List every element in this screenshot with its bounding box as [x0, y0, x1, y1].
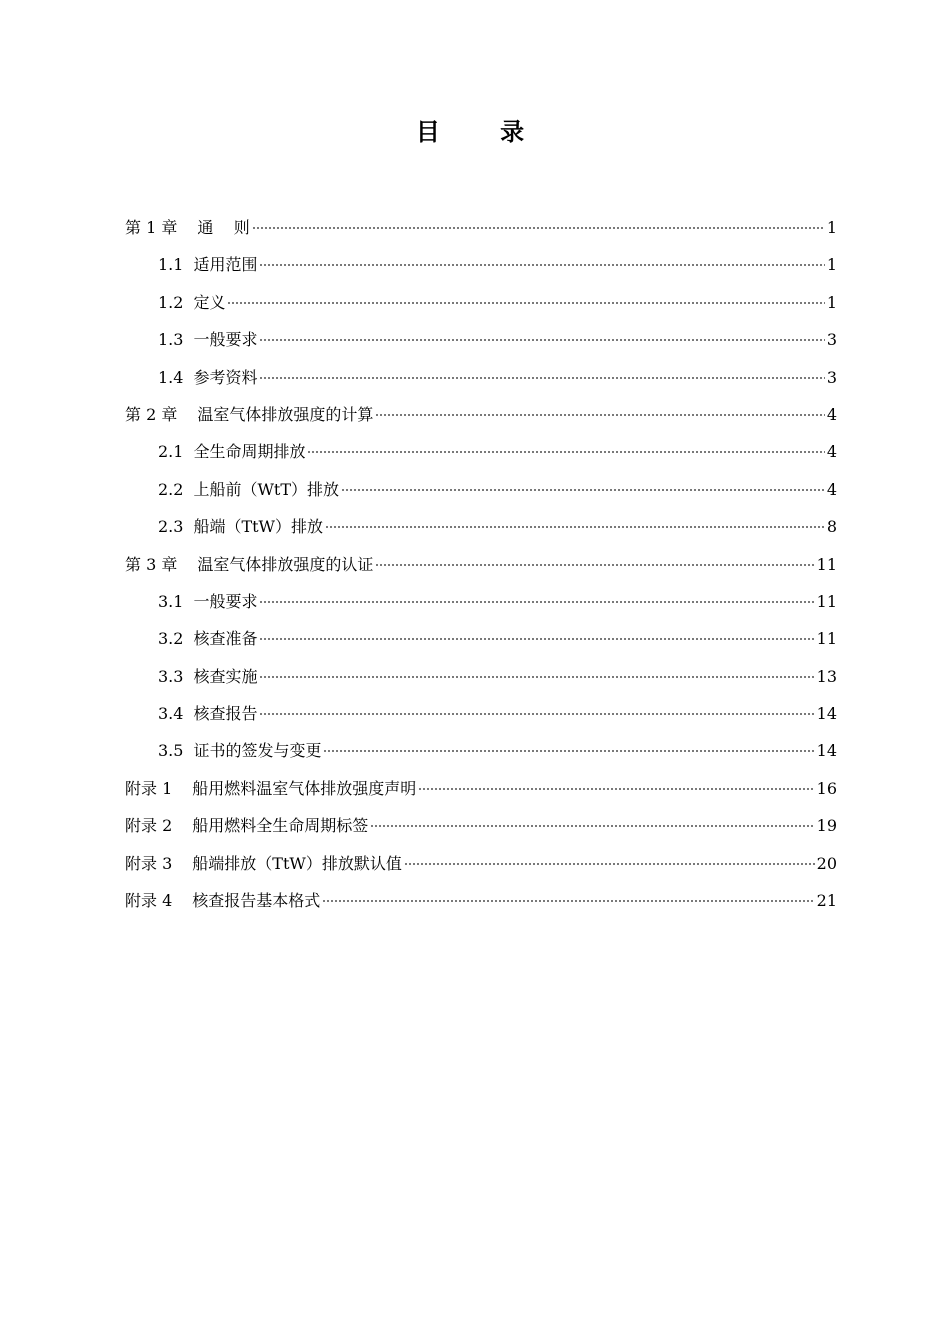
toc-entry-number: 3.3: [158, 666, 184, 686]
toc-page-number: 11: [816, 591, 837, 611]
toc-entry-title: 参考资料: [193, 367, 258, 387]
toc-entry-title: 船用燃料全生命周期标签: [192, 816, 369, 836]
toc-chapter-entry[interactable]: [125, 770, 837, 807]
toc-dot-leader: [375, 414, 824, 416]
toc-page-number: 3: [826, 367, 837, 387]
toc-chapter-entry[interactable]: [125, 209, 837, 246]
toc-entry-title: 适用范围: [193, 255, 258, 275]
toc-entry-title: 核查报告: [193, 704, 258, 724]
toc-entry-title: 船端排放（TtW）排放默认值: [192, 853, 402, 873]
toc-entry-title: 一般要求: [193, 591, 258, 611]
toc-dot-leader: [418, 788, 814, 790]
toc-dot-leader: [404, 863, 815, 865]
toc-entry-number: 1.1: [158, 255, 184, 275]
toc-dot-leader: [375, 564, 814, 566]
toc-dot-leader: [252, 227, 825, 229]
toc-entry-title: 船端（TtW）排放: [193, 517, 324, 537]
toc-section-entry[interactable]: [125, 620, 837, 657]
toc-chapter-entry[interactable]: [125, 882, 837, 919]
toc-entry-title: 温室气体排放强度的计算: [197, 404, 374, 424]
toc-page-number: 13: [816, 666, 837, 686]
toc-page-number: 8: [826, 517, 837, 537]
toc-entry-title: 船用燃料温室气体排放强度声明: [192, 778, 417, 798]
toc-entry-number: 附录 3: [125, 853, 173, 873]
toc-entry-title: 核查实施: [193, 666, 258, 686]
toc-dot-leader: [322, 900, 814, 902]
toc-entry-title: 核查准备: [193, 629, 258, 649]
toc-page-number: 21: [816, 891, 837, 911]
toc-dot-leader: [259, 676, 814, 678]
toc-dot-leader: [325, 526, 825, 528]
toc-dot-leader: [259, 638, 814, 640]
page-title: 目 录: [415, 117, 551, 146]
toc-page-number: 1: [826, 255, 837, 275]
toc-chapter-entry[interactable]: [125, 845, 837, 882]
toc-section-entry[interactable]: [125, 583, 837, 620]
toc-entry-title: 证书的签发与变更: [193, 741, 322, 761]
toc-section-entry[interactable]: [125, 695, 837, 732]
toc-dot-leader: [227, 302, 824, 304]
toc-entry-title: 上船前（WtT）排放: [193, 479, 340, 499]
toc-page-number: 14: [816, 704, 837, 724]
toc-section-entry[interactable]: [125, 508, 837, 545]
toc-section-entry[interactable]: [125, 321, 837, 358]
toc-entry-number: 2.2: [158, 479, 184, 499]
toc-entry-title: 一般要求: [193, 330, 258, 350]
toc-entry-number: 3.5: [158, 741, 184, 761]
toc-section-entry[interactable]: [125, 658, 837, 695]
toc-chapter-entry[interactable]: [125, 396, 837, 433]
toc-entry-number: 3.1: [158, 591, 184, 611]
toc-section-entry[interactable]: [125, 433, 837, 470]
toc-dot-leader: [259, 339, 824, 341]
toc-page-number: 4: [826, 442, 837, 462]
toc-entry-number: 2.1: [158, 442, 184, 462]
toc-dot-leader: [259, 377, 824, 379]
toc-entry-title: 温室气体排放强度的认证: [197, 554, 374, 574]
toc-dot-leader: [341, 489, 825, 491]
toc-page-number: 3: [826, 330, 837, 350]
toc-entry-number: 1.4: [158, 367, 184, 387]
table-of-contents: [125, 209, 837, 919]
toc-page-number: 4: [826, 404, 837, 424]
toc-page-number: 11: [816, 554, 837, 574]
toc-page-number: 19: [816, 816, 837, 836]
toc-entry-number: 3.4: [158, 704, 184, 724]
toc-section-entry[interactable]: [125, 732, 837, 769]
toc-page-number: 4: [826, 479, 837, 499]
toc-section-entry[interactable]: [125, 246, 837, 283]
toc-dot-leader: [259, 601, 814, 603]
toc-entry-title: 全生命周期排放: [193, 442, 306, 462]
toc-entry-number: 附录 4: [125, 891, 173, 911]
toc-section-entry[interactable]: [125, 471, 837, 508]
toc-entry-number: 1.3: [158, 330, 184, 350]
toc-page-number: 1: [826, 292, 837, 312]
toc-page-number: 11: [816, 629, 837, 649]
toc-entry-number: 3.2: [158, 629, 184, 649]
toc-section-entry[interactable]: [125, 359, 837, 396]
toc-dot-leader: [370, 825, 814, 827]
toc-dot-leader: [323, 750, 814, 752]
toc-entry-title: 定义: [193, 292, 226, 312]
toc-entry-number: 2.3: [158, 517, 184, 537]
toc-page-number: 1: [826, 218, 837, 237]
toc-entry-number: 1.2: [158, 292, 184, 312]
toc-page-number: 14: [816, 741, 837, 761]
toc-entry-number: 附录 2: [125, 816, 173, 836]
toc-page-number: 20: [816, 853, 837, 873]
toc-page-number: 16: [816, 778, 837, 798]
toc-entry-title: 核查报告基本格式: [192, 891, 321, 911]
toc-dot-leader: [307, 451, 824, 453]
toc-entry-title: 通 则: [197, 218, 250, 237]
toc-entry-number: 第 1 章: [125, 218, 178, 237]
toc-dot-leader: [259, 264, 824, 266]
toc-dot-leader: [259, 713, 814, 715]
toc-entry-number: 附录 1: [125, 778, 173, 798]
toc-entry-number: 第 3 章: [125, 554, 178, 574]
toc-chapter-entry[interactable]: [125, 807, 837, 844]
toc-section-entry[interactable]: [125, 284, 837, 321]
toc-entry-number: 第 2 章: [125, 404, 178, 424]
toc-chapter-entry[interactable]: [125, 546, 837, 583]
